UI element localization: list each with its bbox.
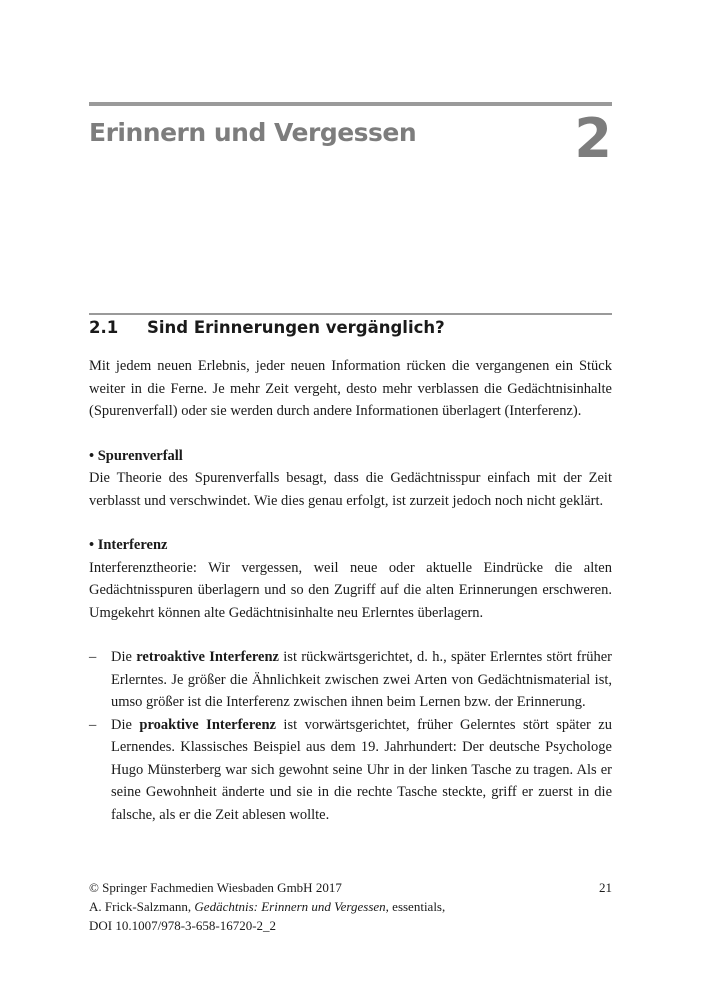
list-item-text: Die: [111, 716, 140, 733]
list-item-text: Die: [111, 649, 137, 665]
citation-title: Gedächtnis: Erinnern und Vergessen,: [194, 899, 389, 914]
list-dash: –: [89, 716, 97, 733]
interferenz-paragraph: Interferenztheorie: Wir vergessen, weil neue oder aktuelle Eindrücke die alten Gedächtnisspuren überlagern und so den Zugriff auf die alten Erinnerungen erschweren. Umgekehrt können alte Gedächtnisinhalte neu Erlerntes überlagern.: [89, 559, 612, 621]
chapter-number: 2: [574, 107, 612, 170]
section-rule: [89, 313, 612, 315]
chapter-title: Erinnern und Vergessen: [89, 118, 417, 147]
list-dash: –: [89, 649, 97, 665]
doi-line: DOI 10.1007/978-3-658-16720-2_2: [89, 918, 277, 933]
copyright-line: © Springer Fachmedien Wiesbaden GmbH 2017: [89, 880, 342, 895]
list-item-term: retroaktive Interferenz: [136, 649, 279, 665]
spurenverfall-paragraph: Die Theorie des Spurenverfalls besagt, dass die Gedächtnisspur einfach mit der Zeit verblasst und verschwindet. Wie dies genau erfolgt, ist zurzeit jedoch noch nicht geklärt.: [89, 470, 612, 509]
list-item: [89, 646, 612, 714]
list-item-term: proaktive Interferenz: [139, 716, 276, 733]
list-item-text: ist vorwärtsgerichtet, früher Gelerntes stört später zu Lernendes. Klassisches Beispiel aus dem 19. Jahrhundert: Der deutsche Psychologe Hugo Münsterberg war sich gewohnt seine Uhr in der linken Tasche zu tragen. Als er seine Gewohnheit änderte und sie in die rechte Tasche steckte, griff er zuerst in die falsche, als er die Zeit ablesen wollte.: [111, 716, 612, 823]
list-item: [89, 714, 612, 827]
section-title: Sind Erinnerungen vergänglich?: [147, 318, 445, 337]
interferenz-heading: • Interferenz: [89, 537, 168, 553]
section-heading: [89, 318, 445, 337]
chapter-rule: [89, 102, 612, 106]
intro-paragraph: Mit jedem neuen Erlebnis, jeder neuen Information rücken die vergangenen ein Stück weiter in die Ferne. Je mehr Zeit vergeht, desto mehr verblassen die Gedächtnisinhalte (Spurenverfall) oder sie werden durch andere Informationen überlagert (Interferenz).: [89, 358, 612, 419]
body-text: [89, 355, 612, 826]
interference-list: [89, 646, 612, 826]
citation-line: [89, 897, 612, 916]
page-footer: [89, 878, 612, 935]
page-number: 21: [599, 880, 612, 895]
list-item-text: ist rückwärtsgerichtet, d. h., später Erlerntes stört früher Erlerntes. Je größer die Ähnlichkeit zwischen zwei Arten von Gedächtnismaterial ist, umso größer ist die Interferenz zwischen ihnen beim Lernen bzw. der Erinnerung.: [111, 649, 612, 710]
section-number: 2.1: [89, 318, 119, 337]
citation-author: A. Frick-Salzmann,: [89, 899, 192, 914]
citation-series: essentials,: [392, 899, 446, 914]
spurenverfall-heading: • Spurenverfall: [89, 447, 183, 464]
